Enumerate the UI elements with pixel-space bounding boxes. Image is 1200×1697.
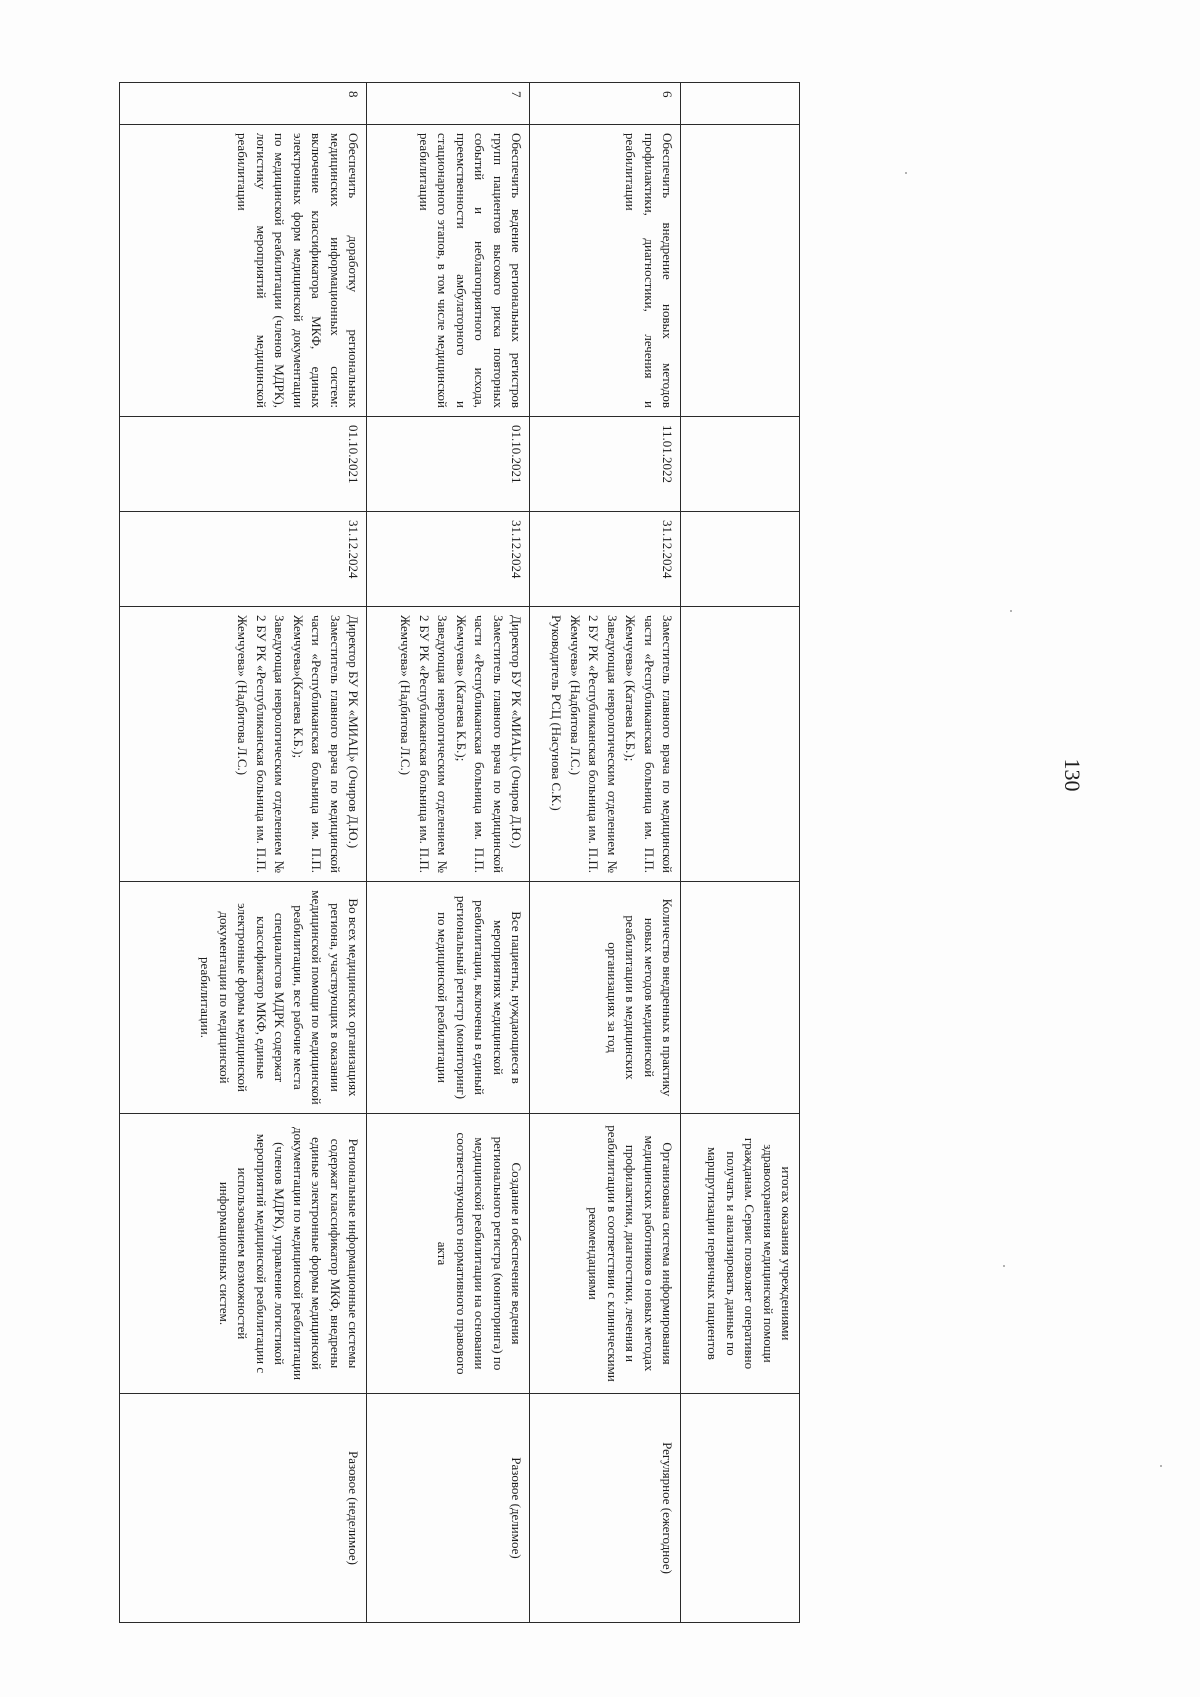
table-row-continuation <box>681 83 800 1623</box>
scan-speck <box>1160 1465 1162 1467</box>
scan-speck <box>1003 1265 1005 1267</box>
responsible-line: Заведующая неврологическим отделением № 2 БУ РК «Республиканская больница им. П.П. Жемчуева» (Надбитова Л.С.) <box>398 615 451 873</box>
cell-type: Регулярное (ежегодное) <box>530 1394 681 1623</box>
cell-result: Создание и обеспечение ведения регионального регистра (мониторинга) по медицинской реабилитации на основании соответствующего нормативного правового акта <box>367 1114 530 1394</box>
cell-responsible <box>681 607 800 882</box>
cell-start: 01.10.2021 <box>367 417 530 512</box>
scan-speck <box>1010 610 1012 612</box>
cell-end: 31.12.2024 <box>120 512 367 607</box>
table-row <box>120 83 367 1623</box>
responsible-line: Заведующая неврологическим отделением № 2 БУ РК «Республиканская больница им. П.П. Жемчуева» (Надбитова Л.С.) <box>567 615 620 873</box>
cell-num <box>681 83 800 125</box>
table-row <box>367 83 530 1623</box>
cell-type: Разовое (неделимое) <box>120 1394 367 1623</box>
cell-end <box>681 512 800 607</box>
cell-num: 8 <box>120 83 367 125</box>
cell-task: Обеспечить внедрение новых методов профилактики, диагностики, лечения и реабилитации <box>530 125 681 417</box>
cell-result: Региональные информационные системы содержат классификатор МКФ, внедрены единые электронные формы медицинской документации по медицинской реабилитации (членов МДРК), управление логистикой мероприятий медицинской реабилитации с использованием возможностей информационных систем. <box>120 1114 367 1394</box>
cell-end: 31.12.2024 <box>530 512 681 607</box>
cell-responsible <box>367 607 530 882</box>
cell-end: 31.12.2024 <box>367 512 530 607</box>
responsible-line: Директор БУ РК «МИАЦ» (Очиров Д.Ю.) <box>509 615 524 849</box>
cell-task: Обеспечить ведение региональных регистров групп пациентов высокого риска повторных событий и неблагоприятного исхода, преемственности амбулаторного и стационарного этапов, в том числе медицинской реабилитации <box>367 125 530 417</box>
responsible-line: Заместитель главного врача по медицинской части «Республиканская больница им. П.П. Жемчуева» (Катаева К.Б.); <box>623 615 675 873</box>
scan-speck <box>905 172 907 174</box>
cell-responsible <box>530 607 681 882</box>
responsible-line: Заведующая неврологическим отделением № 2 БУ РК «Республиканская больница им. П.П. Жемчуева» (Надбитова Л.С.) <box>235 615 288 873</box>
page-number: 130 <box>1060 758 1085 792</box>
cell-indicator: Во всех медицинских организациях региона, участвующих в оказании медицинской помощи по медицинской реабилитации, все рабочие места специалистов МДРК содержат классификатор МКФ, единые электронные формы медицинской документации по медицинской реабилитации. <box>120 882 367 1114</box>
responsible-line: Руководитель РСЦ (Насунова С.К.) <box>549 615 565 811</box>
action-plan-table <box>119 82 800 1623</box>
cell-task <box>681 125 800 417</box>
cell-start <box>681 417 800 512</box>
cell-type: Разовое (делимое) <box>367 1394 530 1623</box>
cell-result: итогах оказания учреждениями здравоохранения медицинской помощи гражданам. Сервис позволяет оперативно получать и анализировать данные по маршрутизации первичных пациентов <box>681 1114 800 1394</box>
cell-task: Обеспечить доработку региональных медицинских информационных систем: включение классификатора МКФ, единых электронных форм медицинской документации по медицинской реабилитации (членов МДРК), логистику мероприятий медицинской реабилитации <box>120 125 367 417</box>
table-row <box>530 83 681 1623</box>
cell-indicator: Количество внедренных в практику новых методов медицинской реабилитации в медицинских организациях за год <box>530 882 681 1114</box>
responsible-line: Заместитель главного врача по медицинской части «Республиканская больница им. П.П. Жемчуева» (Катаева К.Б.); <box>453 615 506 873</box>
cell-type <box>681 1394 800 1623</box>
cell-responsible <box>120 607 367 882</box>
cell-num: 6 <box>530 83 681 125</box>
cell-num: 7 <box>367 83 530 125</box>
rotated-table-wrapper <box>140 82 800 1622</box>
cell-result: Организована система информирования медицинских работников о новых методах профилактики, диагностики, лечения и реабилитации в соответствии с клиническими рекомендациями <box>530 1114 681 1394</box>
cell-start: 11.01.2022 <box>530 417 681 512</box>
cell-indicator: Все пациенты, нуждающиеся в мероприятиях медицинской реабилитации, включены в единый региональный регистр (мониторинг) по медицинской реабилитации <box>367 882 530 1114</box>
cell-indicator <box>681 882 800 1114</box>
responsible-line: Заместитель главного врача по медицинской части «Республиканская больница им. П.П. Жемчуева»(Катаева К.Б.); <box>290 615 343 873</box>
cell-start: 01.10.2021 <box>120 417 367 512</box>
responsible-line: Директор БУ РК «МИАЦ» (Очиров Д.Ю.) <box>346 615 361 849</box>
